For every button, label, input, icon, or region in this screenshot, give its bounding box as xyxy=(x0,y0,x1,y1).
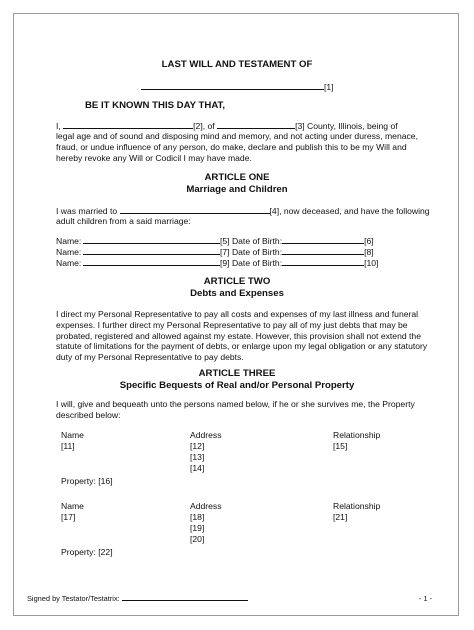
ref-4: [4], now deceased, and have the following xyxy=(269,206,430,216)
bequest-2-property: Property: [22] xyxy=(61,547,113,557)
married-rest: adult children from a said marriage: xyxy=(56,216,191,226)
article-three-paragraph: I will, give and bequeath unto the persons named below, if he or she survives me, the Property described below: xyxy=(56,399,415,420)
testator-name-blank[interactable] xyxy=(141,81,324,90)
child-1-name-blank[interactable] xyxy=(83,235,220,244)
article-one-heading: ARTICLE ONE xyxy=(204,172,270,183)
child-2-dob-ref: [8] xyxy=(364,247,374,257)
bequest-2-address-label: Address xyxy=(190,501,222,511)
child-1-name-label: Name: xyxy=(56,236,82,246)
bequest-1-address-ref-1: [12] xyxy=(190,441,205,451)
bequest-2-relationship-ref: [21] xyxy=(333,512,348,522)
will-document-page xyxy=(13,13,459,616)
spouse-blank[interactable] xyxy=(120,205,270,214)
child-2-name-ref: [7] Date of Birth: xyxy=(220,247,283,257)
bequest-2-address-ref-3: [20] xyxy=(190,534,205,544)
child-1-name-ref: [5] Date of Birth: xyxy=(220,236,283,246)
article-two-subheading: Debts and Expenses xyxy=(190,288,284,299)
married-prefix: I was married to xyxy=(56,206,118,216)
child-3-dob-ref: [10] xyxy=(364,258,379,268)
bequest-2-address-ref-1: [18] xyxy=(190,512,205,522)
ref-3: [3] County, Illinois, being of xyxy=(295,121,398,131)
ref-2: [2], of xyxy=(193,121,215,131)
bequest-1-address-ref-2: [13] xyxy=(190,452,205,462)
child-3-name-blank[interactable] xyxy=(83,257,220,266)
article-three-heading: ARTICLE THREE xyxy=(198,368,276,379)
child-3-name-ref: [9] Date of Birth: xyxy=(220,258,283,268)
intro-i-label: I, xyxy=(56,121,61,131)
known-heading: BE IT KNOWN THIS DAY THAT, xyxy=(85,100,226,111)
bequest-1-address-ref-3: [14] xyxy=(190,463,205,473)
bequest-1-name-ref: [11] xyxy=(61,441,75,451)
county-blank[interactable] xyxy=(217,120,295,129)
child-1-dob-blank[interactable] xyxy=(282,235,364,244)
child-2-dob-blank[interactable] xyxy=(282,246,364,255)
signature-line xyxy=(27,594,248,603)
bequest-2-name-ref: [17] xyxy=(61,512,76,522)
married-line xyxy=(56,205,430,217)
child-2-name-label: Name: xyxy=(56,247,82,257)
signature-blank[interactable] xyxy=(122,594,248,601)
child-row-2 xyxy=(56,246,374,258)
page-number: - 1 - xyxy=(419,594,433,603)
bequest-2-name-label: Name xyxy=(61,501,84,511)
ref-1: [1] xyxy=(324,82,334,92)
intro-paragraph: legal age and of sound and disposing mind and memory, and not acting under duress, menace, fraud, or undue influence of any person, do make, declare and publish this to be my Will and hereby revoke any Will or Codicil I may have made. xyxy=(56,131,418,163)
testator-name-line xyxy=(141,81,334,93)
article-two-heading: ARTICLE TWO xyxy=(203,276,271,287)
child-3-name-label: Name: xyxy=(56,258,82,268)
child-row-3 xyxy=(56,257,378,269)
bequest-2-address-ref-2: [19] xyxy=(190,523,205,533)
bequest-1-address-label: Address xyxy=(190,430,222,440)
child-row-1 xyxy=(56,235,374,247)
child-1-dob-ref: [6] xyxy=(364,236,374,246)
child-3-dob-blank[interactable] xyxy=(282,257,364,266)
bequest-2-relationship-label: Relationship xyxy=(333,501,381,511)
intro-first-line xyxy=(56,120,398,132)
child-2-name-blank[interactable] xyxy=(83,246,220,255)
bequest-1-property: Property: [16] xyxy=(61,476,113,486)
article-three-subheading: Specific Bequests of Real and/or Personal Property xyxy=(119,380,355,391)
document-title: LAST WILL AND TESTAMENT OF xyxy=(161,59,313,70)
testator-blank[interactable] xyxy=(63,120,193,129)
article-two-paragraph: I direct my Personal Representative to pay all costs and expenses of my last illness and funeral expenses. I further direct my Personal Representative to pay all of my just debts that may be probated, registered and allowed against my estate. However, this provision shall not extend the statute of limitations for the payment of debts, or enlarge upon my legal obligation or any statutory duty of my Personal Representative to pay debts. xyxy=(56,309,428,363)
bequest-1-relationship-ref: [15] xyxy=(333,441,348,451)
bequest-1-relationship-label: Relationship xyxy=(333,430,381,440)
signed-label: Signed by Testator/Testatrix: xyxy=(27,594,120,603)
article-one-subheading: Marriage and Children xyxy=(186,184,288,195)
bequest-1-name-label: Name xyxy=(61,430,84,440)
